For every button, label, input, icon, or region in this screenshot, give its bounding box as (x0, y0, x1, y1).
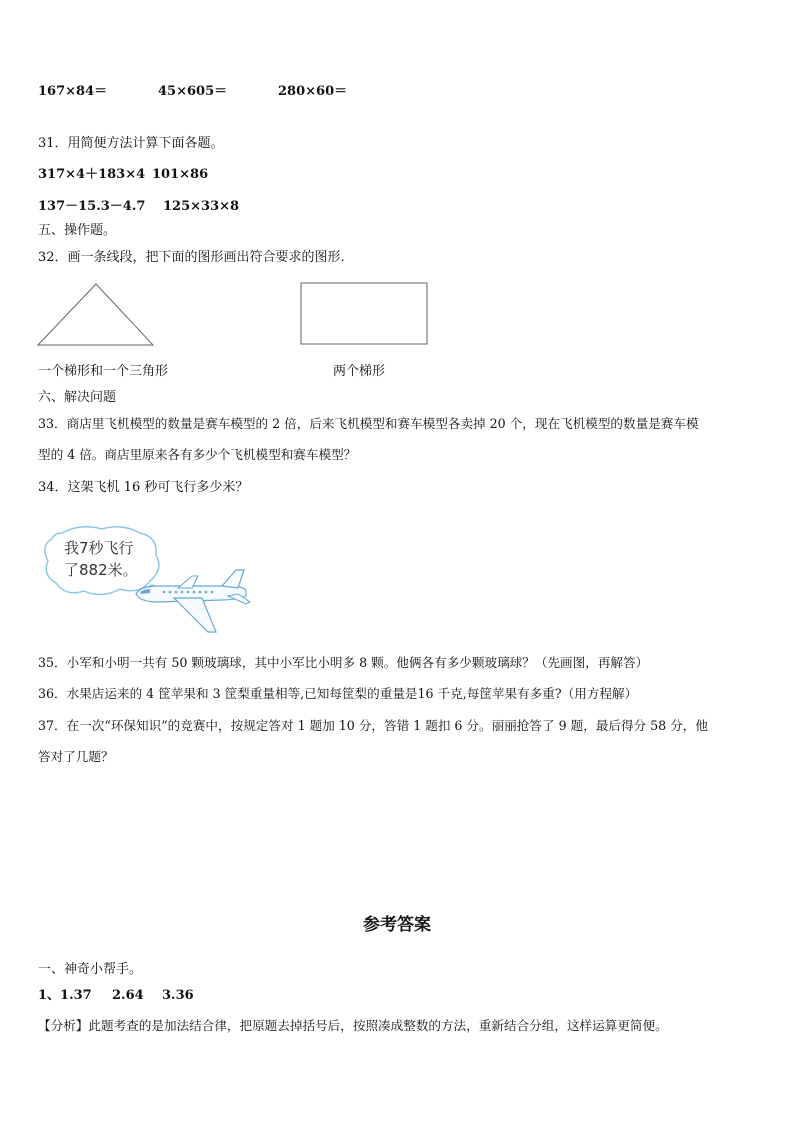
q37-line-1: 37．在一次“环保知识”的竞赛中，按规定答对 1 题加 10 分，答错 1 题扣 6 分。丽丽抢答了 9 题，最后得分 58 分，他 (38, 718, 708, 733)
q34-title: 34．这架飞机 16 秒可飞行多少米？ (38, 480, 249, 495)
q31-expr-4: 125×33×8 (163, 199, 240, 214)
q31-title: 31．用简便方法计算下面各题。 (38, 136, 224, 151)
rectangle-label: 两个梯形 (333, 364, 386, 379)
section-6-heading: 六、解决问题 (38, 390, 117, 405)
calc-expr-1: 167×84＝ (38, 84, 108, 99)
bubble-text-line-2: 了882米。 (64, 561, 138, 579)
q33-line-1: 33．商店里飞机模型的数量是赛车模型的 2 倍，后来飞机模型和赛车模型各卖掉 20 个，现在飞机模型的数量是赛车模 (38, 416, 699, 431)
answer-1-a: 1、1.37 (38, 988, 92, 1003)
q31-expr-2: 101×86 (152, 167, 209, 182)
q31-expr-1: 317×4＋183×4 (38, 167, 146, 182)
q37-line-2: 答对了几题？ (38, 749, 114, 764)
bubble-text-line-1: 我7秒飞行 (64, 539, 134, 557)
triangle-label: 一个梯形和一个三角形 (38, 364, 169, 379)
answer-1-b: 2.64 (112, 988, 144, 1003)
airplane-icon (132, 568, 252, 638)
answer-1-c: 3.36 (162, 988, 194, 1003)
q33-line-2: 型的 4 倍。商店里原来各有多少个飞机模型和赛车模型？ (38, 447, 357, 462)
calc-expr-3: 280×60＝ (278, 84, 348, 99)
answers-section-1: 一、神奇小帮手。 (38, 962, 143, 977)
section-5-heading: 五、操作题。 (38, 223, 117, 238)
q36-text: 36．水果店运来的 4 筐苹果和 3 筐梨重量相等,已知每筐梨的重量是16 千克,每筐苹果有多重?（用方程解） (38, 686, 638, 701)
q32-title: 32．画一条线段，把下面的图形画出符合要求的图形. (38, 250, 345, 265)
rectangle-figure (299, 281, 431, 347)
q31-expr-3: 137－15.3－4.7 (38, 199, 146, 214)
triangle-figure (36, 281, 186, 351)
answers-title: 参考答案 (363, 915, 431, 935)
answers-analysis: 【分析】此题考查的是加法结合律，把原题去掉括号后，按照凑成整数的方法，重新结合分组，这样运算更简便。 (38, 1018, 668, 1033)
calc-expr-2: 45×605＝ (158, 84, 228, 99)
q35-text: 35．小军和小明一共有 50 颗玻璃球，其中小军比小明多 8 颗。他俩各有多少颗玻璃球？（先画图，再解答） (38, 655, 649, 670)
